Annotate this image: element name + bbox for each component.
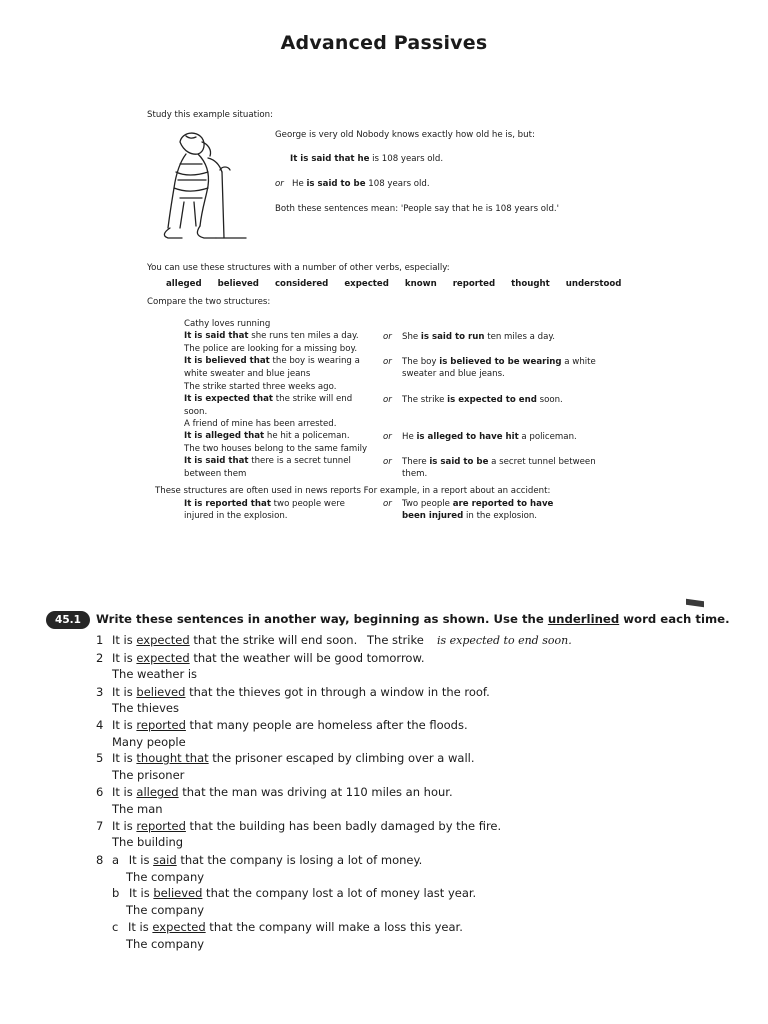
or-label: or bbox=[383, 499, 392, 509]
pair-right-a: He bbox=[402, 432, 417, 442]
exercise-instruction bbox=[96, 612, 730, 626]
news-left-rest: two people were injured in the explosion. bbox=[184, 499, 345, 522]
news-reports-text: These structures are often used in news reports For example, in a report about an accident: bbox=[155, 486, 551, 496]
pair-left-rest: the strike will end soon. bbox=[184, 394, 353, 417]
pair-left-rest: he hit a policeman. bbox=[264, 431, 350, 442]
item-pre: It is bbox=[112, 819, 137, 833]
pair-right-b: a white sweater and blue jeans. bbox=[402, 357, 596, 380]
item-pre: It is bbox=[127, 920, 153, 934]
exercise-item bbox=[96, 684, 490, 701]
pair-right-b: soon. bbox=[536, 395, 563, 405]
pair-right-bold: is said to be bbox=[429, 457, 489, 467]
example-line-3-c: 108 years old. bbox=[365, 179, 430, 189]
example-or: or bbox=[275, 179, 284, 189]
pair-right-a: The strike bbox=[402, 395, 448, 405]
exercise-item bbox=[96, 818, 501, 835]
item-start[interactable]: The man bbox=[112, 802, 163, 816]
item-post: the prisoner escaped by climbing over a wall. bbox=[208, 751, 475, 765]
pair-left-rest: there is a secret tunnel between them bbox=[184, 456, 351, 479]
item-number: 1 bbox=[96, 633, 104, 647]
item-pre: It is bbox=[128, 886, 154, 900]
item-number: 7 bbox=[96, 819, 104, 833]
item-post: that the company lost a lot of money last year. bbox=[202, 886, 477, 900]
example-line-3-bold: is said to be bbox=[306, 179, 366, 189]
news-right-a: Two people bbox=[402, 499, 453, 509]
pair-left bbox=[184, 418, 374, 443]
pair-right bbox=[402, 456, 602, 481]
item-underlined-word: believed bbox=[136, 685, 186, 699]
instruction-underlined: underlined bbox=[547, 612, 620, 626]
item-number: 8 bbox=[96, 853, 104, 867]
item-start[interactable]: The company bbox=[126, 870, 205, 884]
pair-left bbox=[184, 318, 374, 343]
item-number: 2 bbox=[96, 651, 104, 665]
item-pre: It is bbox=[112, 718, 137, 732]
item-number: 6 bbox=[96, 785, 104, 799]
pair-right-b: a policeman. bbox=[518, 432, 577, 442]
item-sub-letter: c bbox=[112, 920, 119, 934]
verb-item: thought bbox=[511, 279, 550, 289]
page-corner-mark bbox=[686, 599, 704, 608]
news-left bbox=[184, 498, 374, 523]
item-underlined-word: reported bbox=[136, 819, 186, 833]
example-line-3-a: He bbox=[292, 179, 307, 189]
verb-item: alleged bbox=[166, 279, 202, 289]
pair-context: The police are looking for a missing boy. bbox=[184, 344, 358, 354]
pair-right-bold: is believed to be wearing bbox=[439, 357, 562, 367]
item-start[interactable]: Many people bbox=[112, 735, 186, 749]
example-line-2 bbox=[290, 153, 443, 165]
pair-left-rest: she runs ten miles a day. bbox=[248, 331, 359, 342]
pair-context: The strike started three weeks ago. bbox=[184, 382, 337, 392]
instruction-part-2: word each time. bbox=[619, 612, 730, 626]
item-start[interactable]: The building bbox=[112, 835, 184, 849]
pair-right-a: She bbox=[402, 332, 421, 342]
item-underlined-word: alleged bbox=[136, 785, 179, 799]
item-post: that many people are homeless after the floods. bbox=[185, 718, 468, 732]
exercise-item bbox=[96, 750, 475, 767]
pair-right-bold: is alleged to have hit bbox=[416, 432, 519, 442]
item-post: that the man was driving at 110 miles an hour. bbox=[178, 785, 453, 799]
item-post: that the company is losing a lot of money. bbox=[176, 853, 423, 867]
news-right bbox=[402, 498, 572, 523]
item-start[interactable]: The prisoner bbox=[112, 768, 185, 782]
pair-right-bold: is said to run bbox=[420, 332, 485, 342]
example-line-3 bbox=[275, 178, 430, 190]
pair-right bbox=[402, 356, 602, 381]
pair-right-b: a secret tunnel between them. bbox=[402, 457, 596, 480]
pair-left-rest: the boy is wearing a white sweater and blue jeans bbox=[184, 356, 360, 379]
item-underlined-word: said bbox=[153, 853, 177, 867]
item-start[interactable]: The weather is bbox=[112, 667, 198, 681]
or-label: or bbox=[383, 395, 392, 405]
verb-item: expected bbox=[344, 279, 389, 289]
verb-item: understood bbox=[565, 279, 622, 289]
example-line-2-bold: It is said that he bbox=[290, 154, 370, 164]
item-number: 5 bbox=[96, 751, 104, 765]
item-sub-letter: a bbox=[112, 853, 120, 867]
item-post: that the building has been badly damaged by the fire. bbox=[185, 819, 502, 833]
or-label: or bbox=[383, 332, 392, 342]
item-sub-letter: b bbox=[112, 886, 120, 900]
pair-right-b: ten miles a day. bbox=[484, 332, 555, 342]
old-man-with-walking-stick-icon bbox=[150, 128, 250, 247]
pair-left-bold: It is believed that bbox=[184, 356, 270, 367]
exercise-item bbox=[96, 919, 463, 936]
item-post: that the weather will be good tomorrow. bbox=[189, 651, 425, 665]
item-pre: It is bbox=[128, 853, 154, 867]
pair-left bbox=[184, 343, 374, 380]
item-pre: It is bbox=[112, 785, 137, 799]
pair-context: The two houses belong to the same family bbox=[184, 444, 368, 454]
item-start[interactable]: The company bbox=[126, 937, 205, 951]
compare-label: Compare the two structures: bbox=[147, 297, 271, 307]
pair-right bbox=[402, 431, 622, 443]
page-title: Advanced Passives bbox=[280, 32, 488, 54]
item-inline-start: The strike bbox=[367, 633, 424, 647]
pair-left-bold: It is expected that bbox=[184, 394, 274, 405]
item-pre: It is bbox=[112, 651, 137, 665]
pair-right-a: There bbox=[402, 457, 430, 467]
or-label: or bbox=[383, 432, 392, 442]
pair-left bbox=[184, 381, 374, 418]
verb-item: believed bbox=[217, 279, 259, 289]
example-line-1: George is very old Nobody knows exactly how old he is, but: bbox=[275, 130, 535, 140]
instruction-part-1: Write these sentences in another way, beginning as shown. Use the bbox=[96, 612, 548, 626]
item-start[interactable]: The thieves bbox=[112, 701, 179, 715]
item-pre: It is bbox=[112, 633, 137, 647]
use-structures-text: You can use these structures with a number of other verbs, especially: bbox=[147, 263, 450, 273]
news-right-bold: are reported to have been injured bbox=[402, 499, 554, 522]
exercise-item bbox=[96, 717, 468, 734]
item-post: that the company will make a loss this year. bbox=[205, 920, 463, 934]
verb-item: known bbox=[404, 279, 437, 289]
item-pre: It is bbox=[112, 751, 137, 765]
verb-item: considered bbox=[274, 279, 329, 289]
example-line-2-rest: is 108 years old. bbox=[369, 154, 444, 164]
pair-left-bold: It is alleged that bbox=[184, 431, 265, 442]
item-number: 3 bbox=[96, 685, 104, 699]
item-post: that the strike will end soon. bbox=[189, 633, 358, 647]
answer-field[interactable]: is expected to end soon. bbox=[437, 634, 572, 647]
pair-right bbox=[402, 331, 602, 343]
news-right-b: in the explosion. bbox=[463, 511, 538, 522]
exercise-item bbox=[96, 852, 422, 869]
item-underlined-word: reported bbox=[136, 718, 186, 732]
pair-left-bold: It is said that bbox=[184, 331, 249, 342]
example-line-4: Both these sentences mean: 'People say that he is 108 years old.' bbox=[275, 204, 559, 214]
pair-left-bold: It is said that bbox=[184, 456, 249, 467]
pair-right-bold: is expected to end bbox=[447, 395, 537, 405]
exercise-item bbox=[96, 632, 357, 649]
exercise-number-badge: 45.1 bbox=[46, 611, 90, 629]
item-underlined-word: expected bbox=[152, 920, 206, 934]
verb-list bbox=[166, 279, 634, 289]
or-label: or bbox=[383, 457, 392, 467]
item-underlined-word: thought that bbox=[136, 751, 209, 765]
exercise-item bbox=[96, 784, 453, 801]
exercise-item bbox=[96, 885, 476, 902]
pair-right-a: The boy bbox=[402, 357, 440, 367]
item-underlined-word: believed bbox=[153, 886, 203, 900]
intro-text: Study this example situation: bbox=[147, 110, 273, 120]
item-post: that the thieves got in through a window in the roof. bbox=[185, 685, 490, 699]
item-underlined-word: expected bbox=[136, 651, 190, 665]
or-label: or bbox=[383, 357, 392, 367]
item-number: 4 bbox=[96, 718, 104, 732]
pair-context: Cathy loves running bbox=[184, 319, 271, 329]
item-pre: It is bbox=[112, 685, 137, 699]
pair-left bbox=[184, 443, 374, 480]
item-start[interactable]: The company bbox=[126, 903, 205, 917]
item-underlined-word: expected bbox=[136, 633, 190, 647]
exercise-item bbox=[96, 650, 424, 667]
pair-right bbox=[402, 394, 602, 406]
verb-item: reported bbox=[452, 279, 496, 289]
news-left-bold: It is reported that bbox=[184, 499, 271, 509]
pair-context: A friend of mine has been arrested. bbox=[184, 419, 337, 429]
